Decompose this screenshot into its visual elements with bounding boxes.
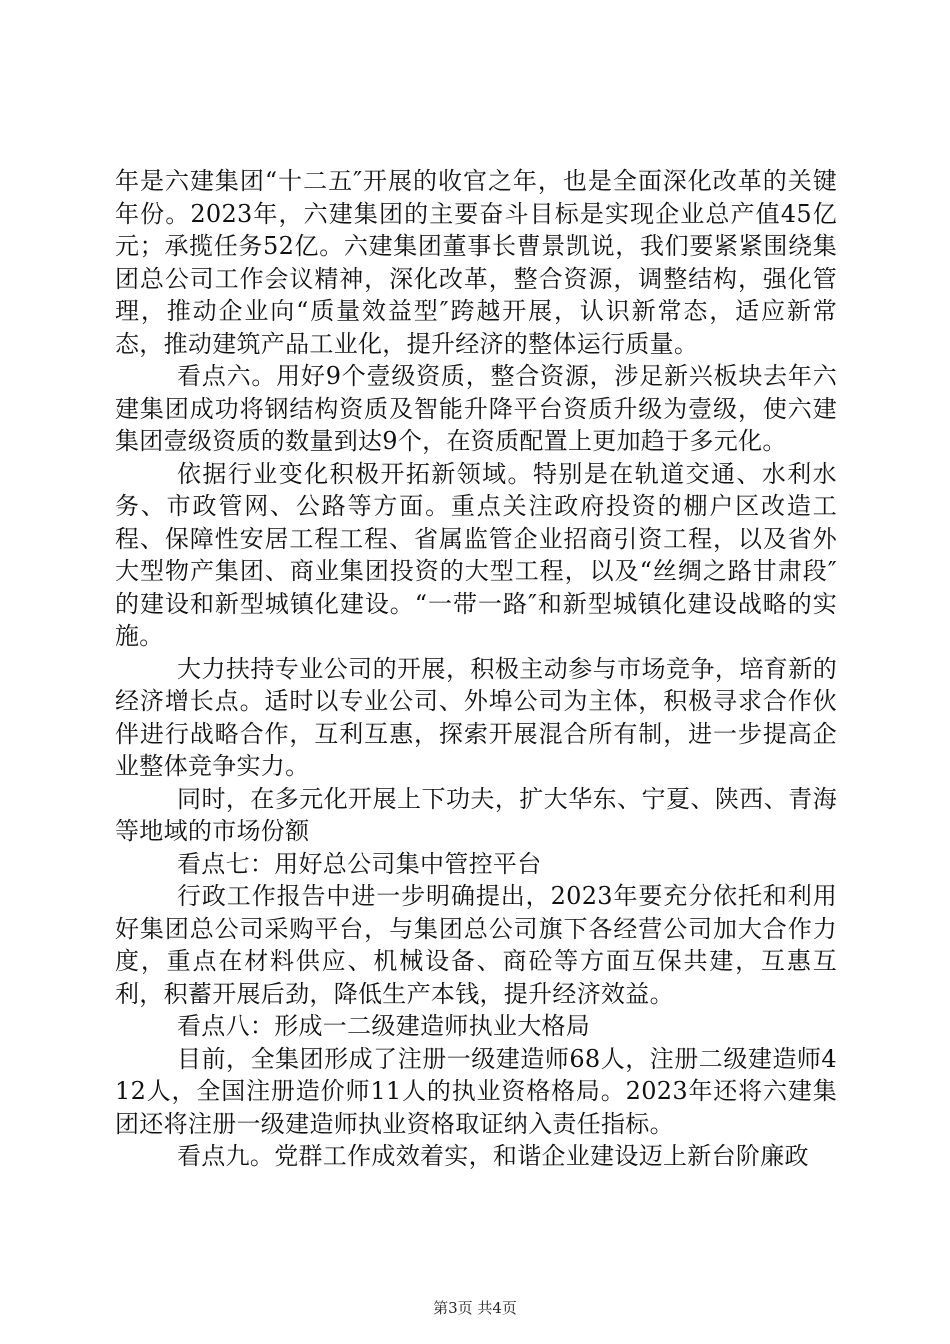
heading-highlight-seven: 看点七：用好总公司集中管控平台	[177, 849, 542, 878]
paragraph-highlight-nine: 看点九。党群工作成效着实，和谐企业建设迈上新台阶廉政	[177, 1142, 809, 1170]
paragraph-highlight-six: 看点六。用好9个壹级资质，整合资源，涉足新兴板块去年六建集团成功将钢结构资质及智能升降平台资质升级为壹级，使六建集团壹级资质的数量到达9个，在资质配置上更加趋于多元化。	[115, 362, 837, 455]
paragraph-professional-companies: 大力扶持专业公司的开展，积极主动参与市场竞争，培育新的经济增长点。适时以专业公司、外埠公司为主体，积极寻求合作伙伴进行战略合作，互利互惠，探索开展混合所有制，进一步提高企业整体竞争实力。	[115, 654, 837, 780]
heading-highlight-eight: 看点八：形成一二级建造师执业大格局	[177, 1012, 591, 1040]
paragraph-continuation: 年是六建集团“十二五″开展的收官之年，也是全面深化改革的关键年份。2023年，六建集团的主要奋斗目标是实现企业总产值45亿元；承揽任务52亿。六建集团董事长曹景凯说，我们要紧紧围绕集团总公司工作会议精神，深化改革，整合资源，调整结构，强化管理，推动企业向“质量效益型″跨越开展，认识新常态，适应新常态，推动建筑产品工业化，提升经济的整体运行质量。	[115, 167, 837, 358]
page-number-footer: 第3页 共4页	[433, 1299, 517, 1317]
document-body	[115, 165, 837, 1173]
paragraph-new-fields: 依据行业变化积极开拓新领域。特别是在轨道交通、水利水务、市政管网、公路等方面。重点关注政府投资的棚户区改造工程、保障性安居工程工程、省属监管企业招商引资工程，以及省外大型物产集团、商业集团投资的大型工程，以及“丝绸之路甘肃段″的建设和新型城镇化建设。“一带一路″和新型城镇化建设战略的实施。	[115, 459, 837, 650]
paragraph-procurement-platform: 行政工作报告中进一步明确提出，2023年要充分依托和利用好集团总公司采购平台，与集团总公司旗下各经营公司加大合作力度，重点在材料供应、机械设备、商砼等方面互保共建，互惠互利，积蓄开展后劲，降低生产本钱，提升经济效益。	[115, 882, 837, 1008]
paragraph-diversification: 同时，在多元化开展上下功夫，扩大华东、宁夏、陕西、青海等地域的市场份额	[115, 784, 837, 845]
paragraph-constructors: 目前，全集团形成了注册一级建造师68人，注册二级建造师412人，全国注册造价师11人的执业资格格局。2023年还将六建集团还将注册一级建造师执业资格取证纳入责任指标。	[115, 1044, 837, 1138]
